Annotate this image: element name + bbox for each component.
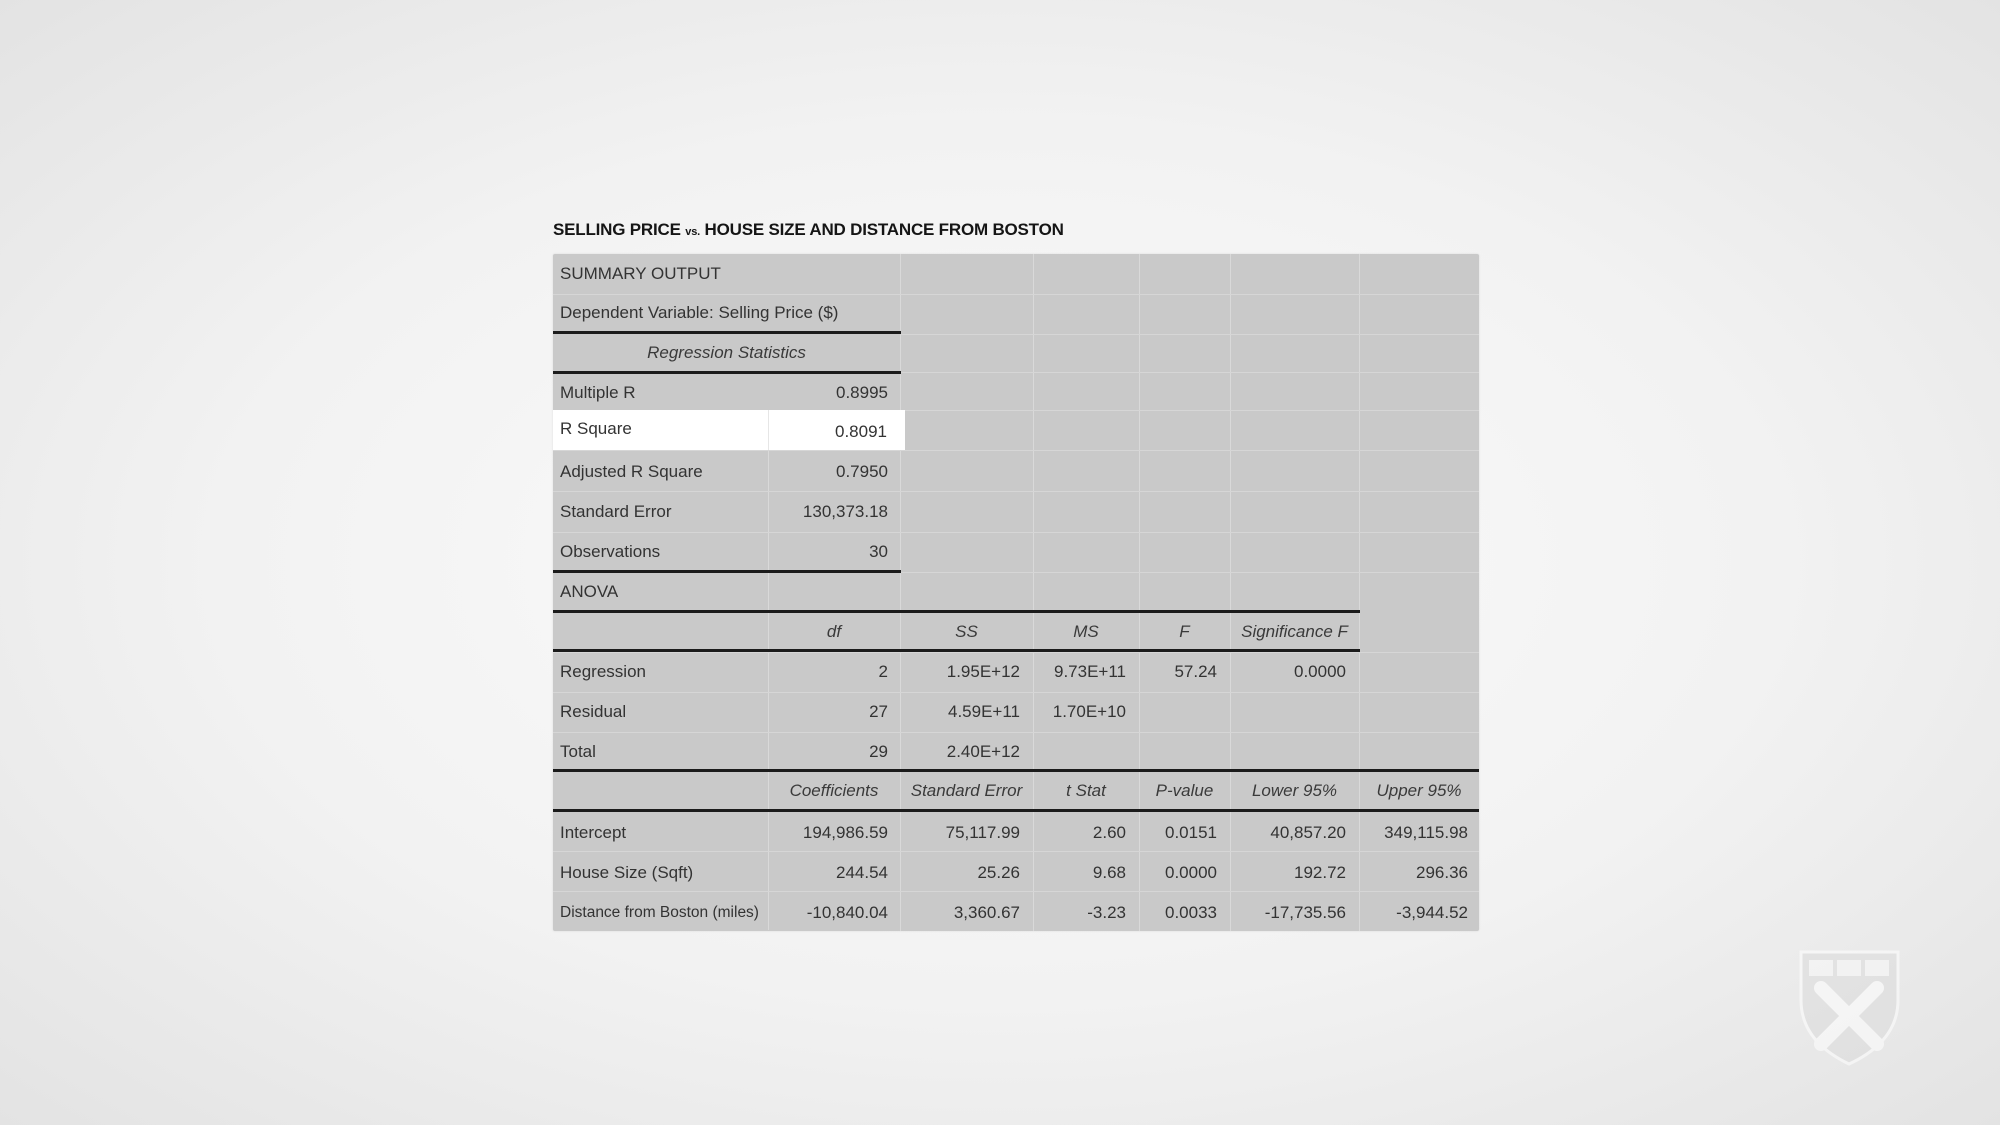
anova-ss: 4.59E+11 <box>947 702 1020 721</box>
anova-header-df: df <box>826 622 842 641</box>
dependent-variable: Dependent Variable: Selling Price ($) <box>560 303 839 322</box>
university-shield-logo-icon <box>1797 948 1902 1068</box>
grid-line <box>900 372 1479 373</box>
anova-header-significance-f: Significance F <box>1241 622 1348 641</box>
anova-heading: ANOVA <box>560 582 619 601</box>
coef-p-value: 0.0151 <box>1165 823 1217 842</box>
coef-t-stat: -3.23 <box>1087 903 1126 922</box>
coef-header-p-value: P-value <box>1155 781 1214 800</box>
anova-df: 29 <box>869 742 888 761</box>
anova-row-label: Total <box>560 742 596 761</box>
anova-ss: 1.95E+12 <box>946 662 1020 681</box>
grid-line <box>900 572 1479 573</box>
coef-value: 244.54 <box>836 863 888 882</box>
coef-t-stat: 2.60 <box>1092 823 1126 842</box>
coef-row-label: Intercept <box>560 823 627 842</box>
anova-header-f: F <box>1179 622 1190 641</box>
table-title <box>553 220 1253 240</box>
anova-row-label: Residual <box>560 702 627 721</box>
stat-label: Observations <box>560 542 661 561</box>
coef-header-coefficients: Coefficients <box>789 781 879 800</box>
coef-header-t-stat: t Stat <box>1066 781 1106 800</box>
title-vs: vs. <box>685 226 700 238</box>
title-part2: HOUSE SIZE AND DISTANCE FROM BOSTON <box>704 220 1064 239</box>
stat-value: 0.8995 <box>836 383 888 402</box>
stat-value: 30 <box>869 542 888 561</box>
stat-value: 130,373.18 <box>802 502 888 521</box>
coef-upper-95: 296.36 <box>1416 863 1468 882</box>
coef-value: 194,986.59 <box>802 823 888 842</box>
summary-heading: SUMMARY OUTPUT <box>560 264 721 283</box>
anova-f: 57.24 <box>1174 662 1217 681</box>
anova-df: 2 <box>878 662 888 681</box>
regression-summary-table <box>553 254 1479 931</box>
coef-value: -10,840.04 <box>806 903 888 922</box>
stat-value: 0.8091 <box>835 422 887 441</box>
coef-p-value: 0.0000 <box>1165 863 1217 882</box>
coef-standard-error: 25.26 <box>977 863 1020 882</box>
coef-header-upper-95: Upper 95% <box>1376 781 1462 800</box>
coef-upper-95: 349,115.98 <box>1384 823 1468 842</box>
coef-upper-95: -3,944.52 <box>1396 903 1468 922</box>
title-part1: SELLING PRICE <box>553 220 681 239</box>
coef-header-standard-error: Standard Error <box>910 781 1023 800</box>
stat-value: 0.7950 <box>836 462 888 481</box>
anova-ss: 2.40E+12 <box>946 742 1020 761</box>
anova-ms: 1.70E+10 <box>1052 702 1126 721</box>
grid-line <box>900 334 1479 335</box>
coef-standard-error: 75,117.99 <box>945 823 1020 842</box>
coef-lower-95: -17,735.56 <box>1264 903 1346 922</box>
anova-ms: 9.73E+11 <box>1053 662 1126 681</box>
stat-label: Multiple R <box>560 383 636 402</box>
regression-statistics-header: Regression Statistics <box>647 343 806 362</box>
anova-header-ms: MS <box>1073 622 1099 641</box>
anova-header-ss: SS <box>955 622 978 641</box>
anova-significance: 0.0000 <box>1294 662 1346 681</box>
stat-label: Standard Error <box>560 502 672 521</box>
grid-line <box>553 450 1479 451</box>
anova-df: 27 <box>869 702 888 721</box>
stat-label: Adjusted R Square <box>560 462 703 481</box>
coef-row-label: House Size (Sqft) <box>560 863 694 882</box>
coef-p-value: 0.0033 <box>1165 903 1217 922</box>
coef-header-lower-95: Lower 95% <box>1251 781 1338 800</box>
anova-row-label: Regression <box>560 662 646 681</box>
coef-t-stat: 9.68 <box>1092 863 1126 882</box>
coef-lower-95: 40,857.20 <box>1270 823 1346 842</box>
stat-label: R Square <box>560 419 632 438</box>
coef-standard-error: 3,360.67 <box>953 903 1020 922</box>
coef-row-label: Distance from Boston (miles) <box>560 904 759 921</box>
coef-lower-95: 192.72 <box>1294 863 1346 882</box>
